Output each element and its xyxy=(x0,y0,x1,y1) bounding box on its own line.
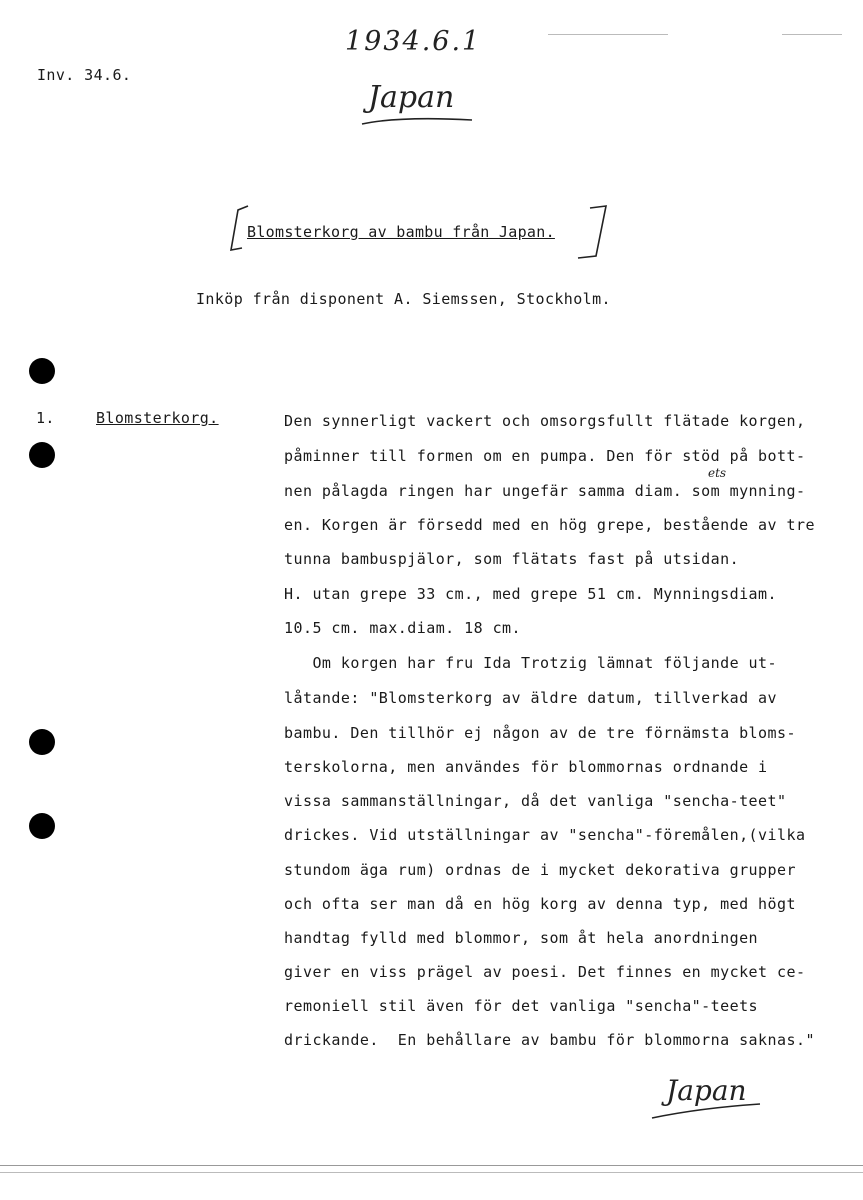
title-right-bracket xyxy=(572,200,612,260)
description-line: nen pålagda ringen har ungefär samma diam. som mynning- xyxy=(284,482,806,500)
description-line: en. Korgen är försedd med en hög grepe, bestående av tre xyxy=(284,516,815,534)
description-line: låtande: "Blomsterkorg av äldre datum, tillverkad av xyxy=(284,689,777,707)
description-line: vissa sammanställningar, då det vanliga "sencha-teet" xyxy=(284,792,787,810)
description-line: Den synnerligt vackert och omsorgsfullt flätade korgen, xyxy=(284,412,806,430)
description-line: stundom äga rum) ordnas de i mycket dekorativa grupper xyxy=(284,861,796,879)
description-line: drickes. Vid utställningar av "sencha"-föremålen,(vilka xyxy=(284,826,806,844)
scan-mark-top-far-right xyxy=(782,34,842,35)
handwritten-signature: Japan xyxy=(666,1074,747,1107)
inventory-label: Inv. 34.6. xyxy=(37,66,132,84)
scan-line-bottom xyxy=(0,1165,863,1166)
punch-hole xyxy=(29,729,55,755)
item-number: 1. xyxy=(36,409,55,427)
document-title: Blomsterkorg av bambu från Japan. xyxy=(247,223,555,241)
description-line: påminner till formen om en pumpa. Den för stöd på bott- xyxy=(284,447,806,465)
punch-hole xyxy=(29,442,55,468)
punch-hole xyxy=(29,813,55,839)
item-label: Blomsterkorg. xyxy=(96,409,219,427)
description-line: giver en viss prägel av poesi. Det finnes en mycket ce- xyxy=(284,963,806,981)
purchase-source: Inköp från disponent A. Siemssen, Stockholm. xyxy=(196,290,611,308)
handwritten-annotation: ets xyxy=(708,466,727,480)
description-line: drickande. En behållare av bambu för blommorna saknas." xyxy=(284,1031,815,1049)
description-line: och ofta ser man då en hög korg av denna typ, med högt xyxy=(284,895,796,913)
scan-mark-top-right xyxy=(548,34,668,35)
description-line: terskolorna, men användes för blommornas ordnande i xyxy=(284,758,768,776)
description-line: bambu. Den tillhör ej någon av de tre förnämsta bloms- xyxy=(284,724,796,742)
punch-hole xyxy=(29,358,55,384)
description-line: Om korgen har fru Ida Trotzig lämnat följande ut- xyxy=(284,654,777,672)
signature-underline xyxy=(650,1100,770,1130)
description-line: tunna bambuspjälor, som flätats fast på utsidan. xyxy=(284,550,740,568)
handwritten-country: Japan xyxy=(368,80,455,115)
description-line: H. utan grepe 33 cm., med grepe 51 cm. Mynningsdiam. xyxy=(284,585,777,603)
description-line: remoniell stil även för det vanliga "sencha"-teets xyxy=(284,997,759,1015)
handwritten-underline xyxy=(360,110,480,134)
description-line: handtag fylld med blommor, som åt hela anordningen xyxy=(284,929,759,947)
scan-line-bottom xyxy=(0,1172,863,1173)
description-line: 10.5 cm. max.diam. 18 cm. xyxy=(284,619,522,637)
handwritten-catalog-number: 1934.6.1 xyxy=(345,26,482,57)
